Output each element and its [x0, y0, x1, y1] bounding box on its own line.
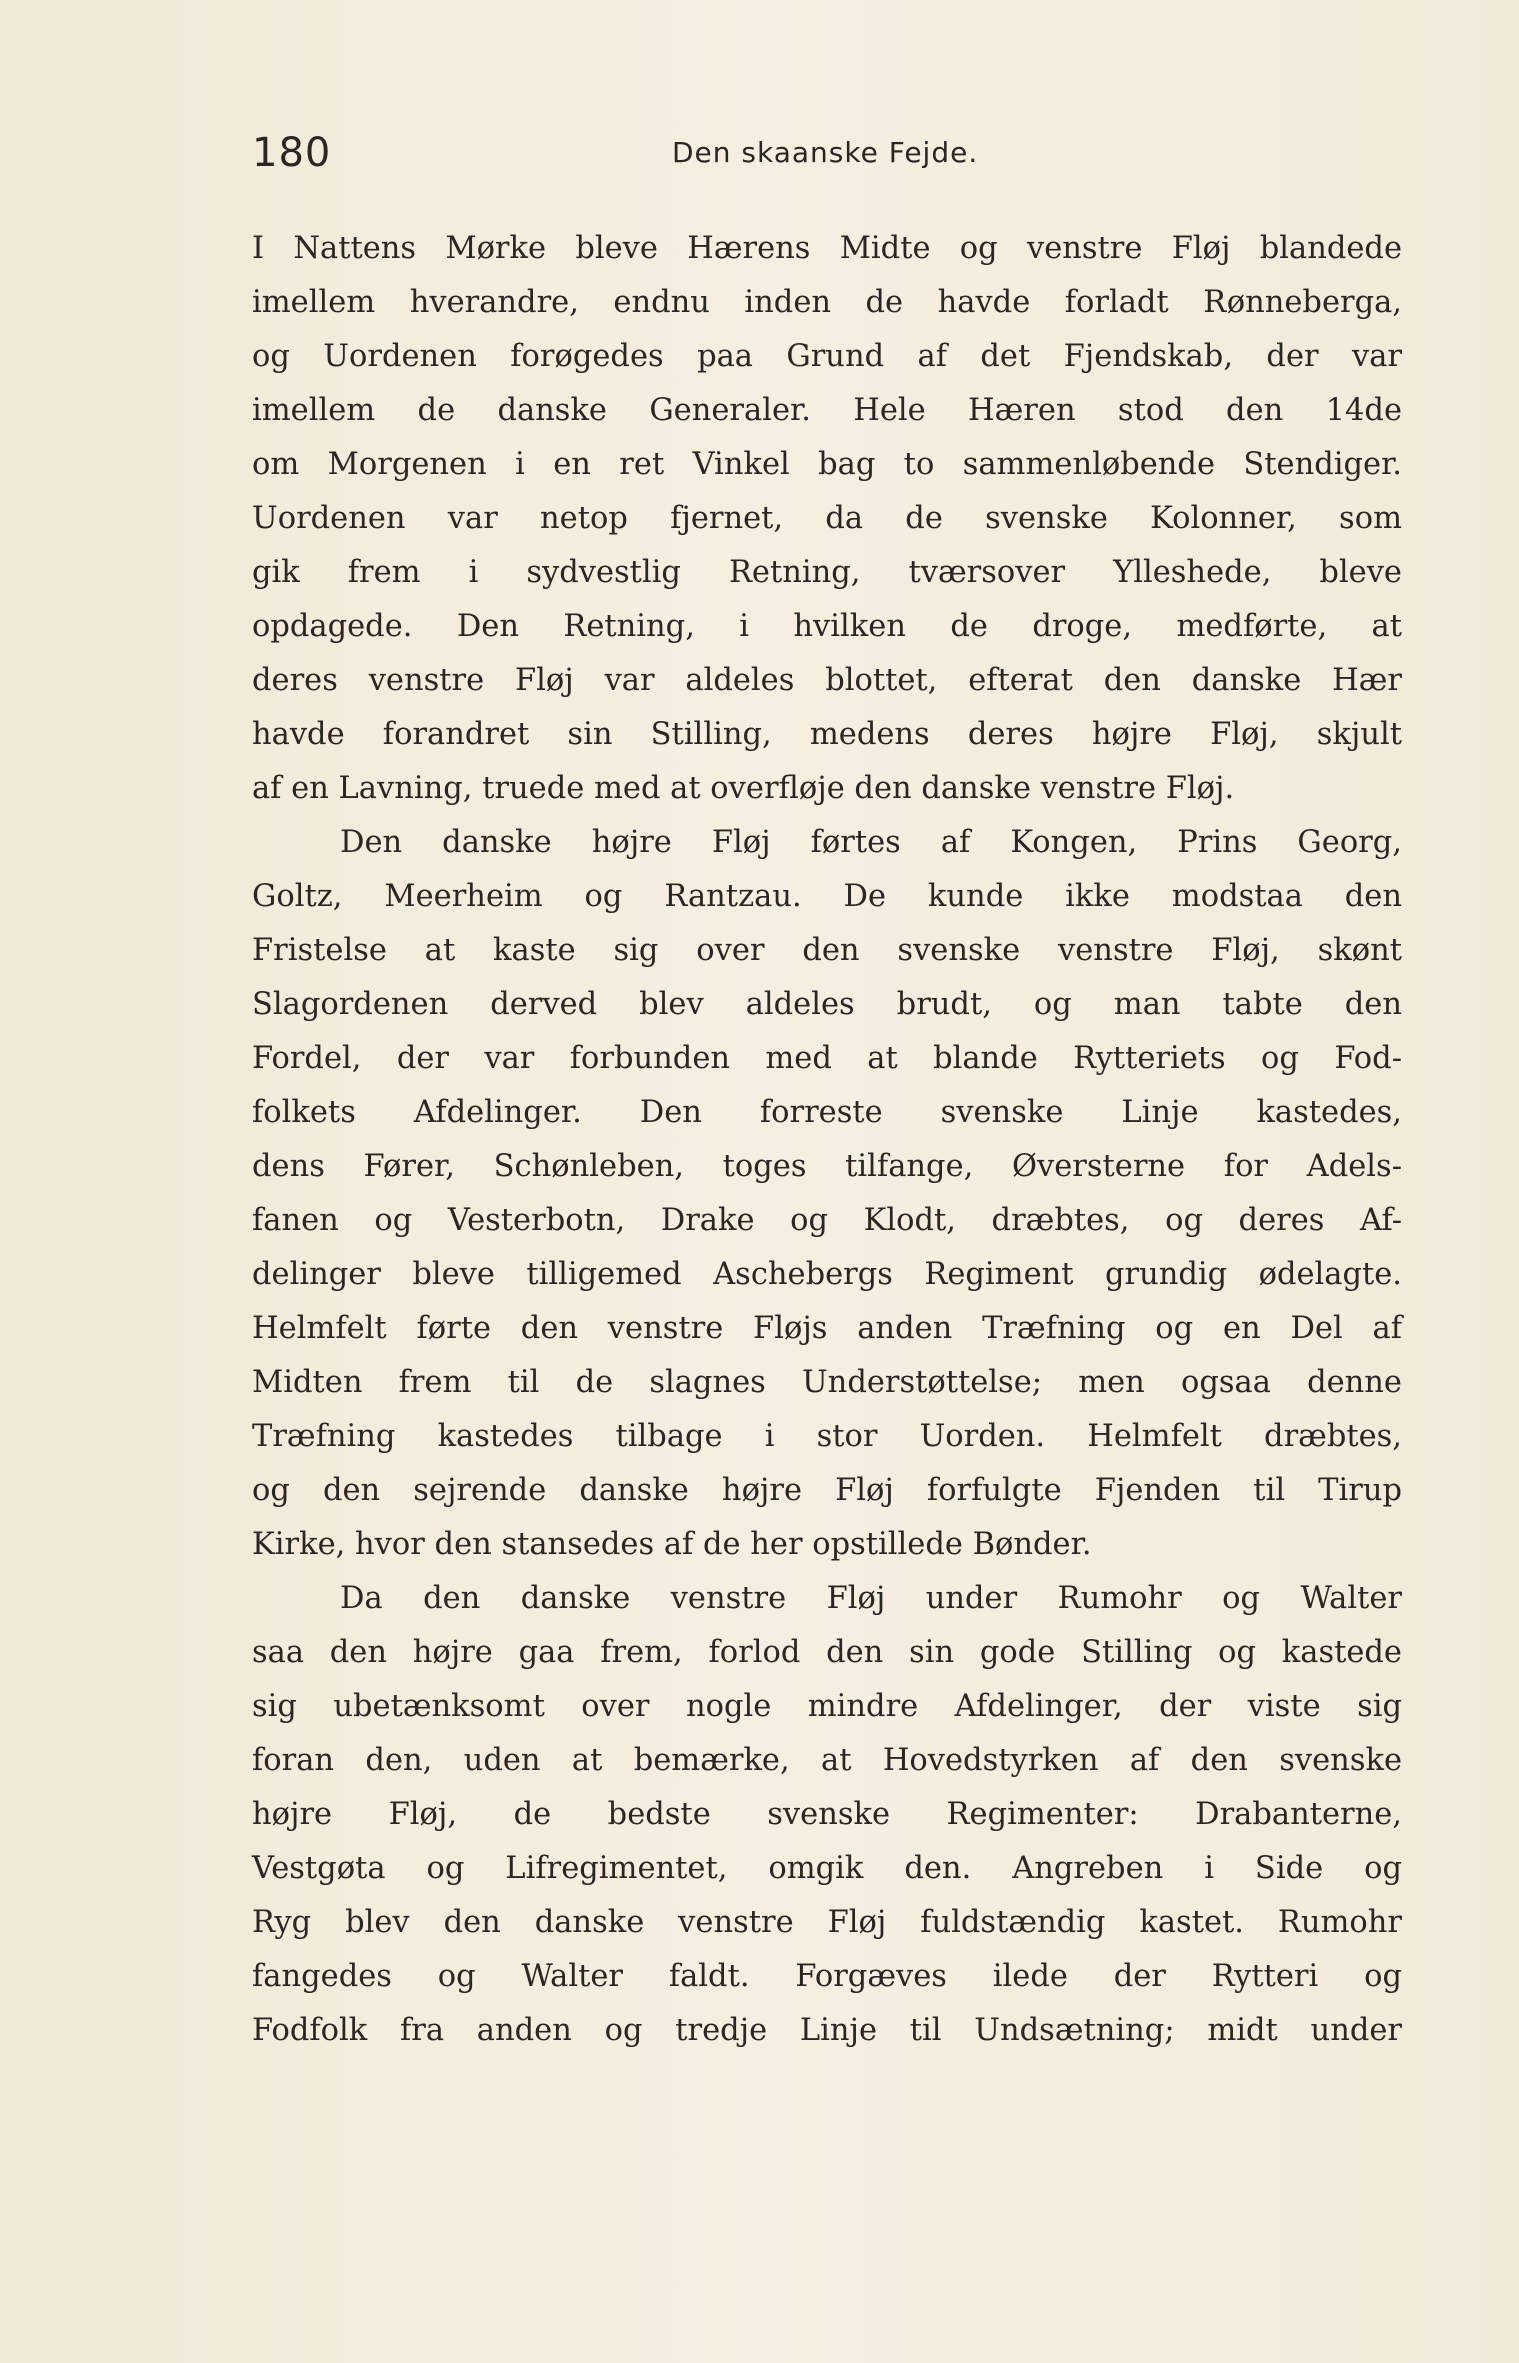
body-text — [252, 222, 1402, 2058]
text-line: Den danske højre Fløj førtes af Kongen, Prins Georg, — [340, 825, 1402, 860]
text-line: I Nattens Mørke bleve Hærens Midte og venstre Fløj blandede — [252, 231, 1402, 266]
text-line: havde forandret sin Stilling, medens deres højre Fløj, skjult — [252, 717, 1402, 752]
text-line: foran den, uden at bemærke, at Hovedstyrken af den svenske — [252, 1743, 1402, 1778]
text-line: Ryg blev den danske venstre Fløj fuldstændig kastet. Rumohr — [252, 1905, 1402, 1940]
text-line: imellem hverandre, endnu inden de havde forladt Rønneberga, — [252, 285, 1402, 320]
text-line: Uordenen var netop fjernet, da de svenske Kolonner, som — [252, 501, 1402, 536]
text-line: og den sejrende danske højre Fløj forfulgte Fjenden til Tirup — [252, 1473, 1402, 1508]
text-line: Midten frem til de slagnes Understøttelse; men ogsaa denne — [252, 1365, 1402, 1400]
text-line: Helmfelt førte den venstre Fløjs anden Træfning og en Del af — [252, 1311, 1402, 1346]
text-line: Da den danske venstre Fløj under Rumohr og Walter — [340, 1581, 1402, 1616]
page-header — [252, 130, 1402, 190]
text-line: Goltz, Meerheim og Rantzau. De kunde ikke modstaa den — [252, 879, 1402, 914]
text-line: opdagede. Den Retning, i hvilken de droge, medførte, at — [252, 609, 1402, 644]
text-line: Vestgøta og Lifregimentet, omgik den. Angreben i Side og — [252, 1851, 1402, 1886]
text-line: Træfning kastedes tilbage i stor Uorden. Helmfelt dræbtes, — [252, 1419, 1402, 1454]
text-line: gik frem i sydvestlig Retning, tværsover Ylleshede, bleve — [252, 555, 1402, 590]
text-line: delinger bleve tilligemed Aschebergs Regiment grundig ødelagte. — [252, 1257, 1402, 1292]
text-line: dens Fører, Schønleben, toges tilfange, Øversterne for Adels- — [252, 1149, 1402, 1184]
page-number: 180 — [252, 130, 332, 176]
text-line: saa den højre gaa frem, forlod den sin gode Stilling og kastede — [252, 1635, 1402, 1670]
text-line: fanen og Vesterbotn, Drake og Klodt, dræbtes, og deres Af- — [252, 1203, 1402, 1238]
text-line: deres venstre Fløj var aldeles blottet, efterat den danske Hær — [252, 663, 1402, 698]
text-line: om Morgenen i en ret Vinkel bag to sammenløbende Stendiger. — [252, 447, 1402, 482]
text-line: folkets Afdelinger. Den forreste svenske Linje kastedes, — [252, 1095, 1402, 1130]
text-line: sig ubetænksomt over nogle mindre Afdelinger, der viste sig — [252, 1689, 1402, 1724]
text-line: og Uordenen forøgedes paa Grund af det Fjendskab, der var — [252, 339, 1402, 374]
text-line: Fristelse at kaste sig over den svenske venstre Fløj, skønt — [252, 933, 1402, 968]
running-title: Den skaanske Fejde. — [672, 136, 979, 169]
text-line: Kirke, hvor den stansedes af de her opstillede Bønder. — [252, 1527, 1092, 1562]
text-line: Fodfolk fra anden og tredje Linje til Undsætning; midt under — [252, 2013, 1402, 2048]
text-line: imellem de danske Generaler. Hele Hæren stod den 14de — [252, 393, 1402, 428]
text-line: fangedes og Walter faldt. Forgæves ilede der Rytteri og — [252, 1959, 1402, 1994]
text-line: Slagordenen derved blev aldeles brudt, og man tabte den — [252, 987, 1402, 1022]
text-line: Fordel, der var forbunden med at blande Rytteriets og Fod- — [252, 1041, 1402, 1076]
text-line: højre Fløj, de bedste svenske Regimenter: Drabanterne, — [252, 1797, 1402, 1832]
text-line: af en Lavning, truede med at overfløje den danske venstre Fløj. — [252, 771, 1235, 806]
